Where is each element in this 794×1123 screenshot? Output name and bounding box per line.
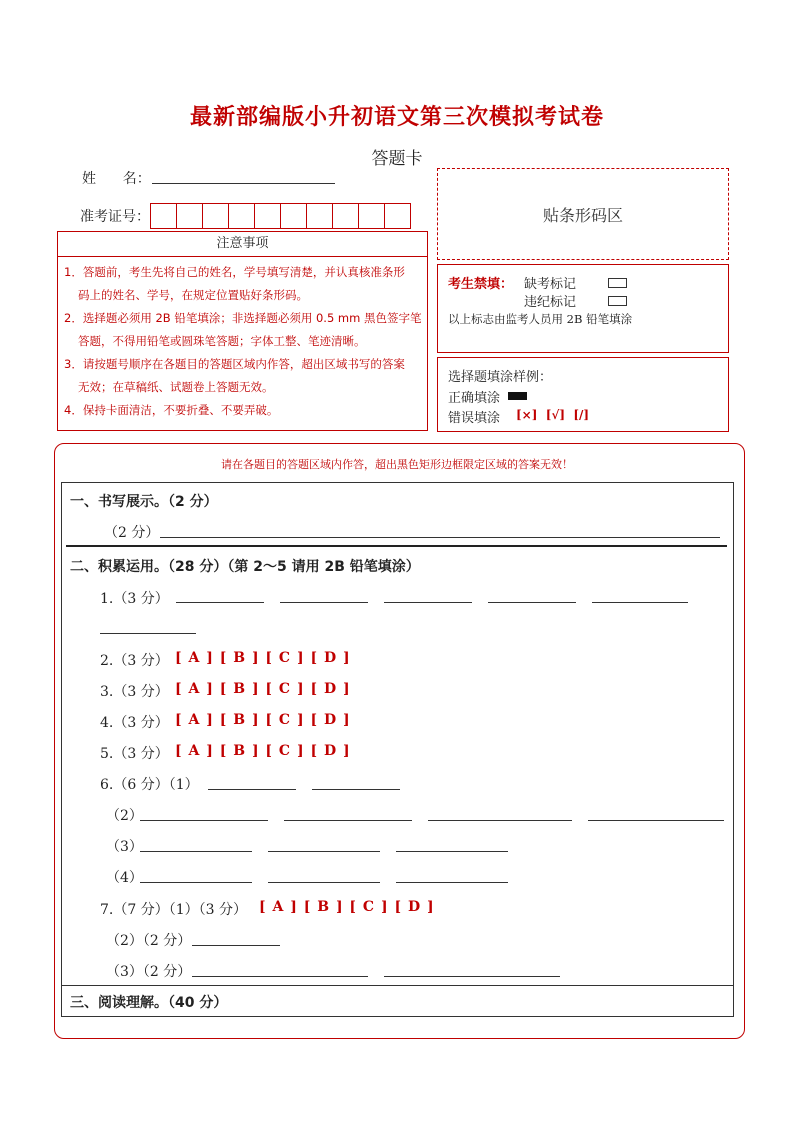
section-1-title: 一、书写展示。（2 分） [70, 494, 218, 510]
name-field[interactable] [152, 183, 335, 184]
ban-note: 以上标志由监考人员用 2B 铅笔填涂 [448, 312, 633, 326]
absent-label: 缺考标记 [524, 277, 577, 292]
notice-title: 注意事项 [58, 232, 427, 257]
q6-3-label: （3） [106, 839, 143, 855]
exam-title: 最新部编版小升初语文第三次模拟考试卷 [189, 105, 604, 130]
id-boxes[interactable] [150, 203, 410, 229]
answer-line[interactable] [140, 851, 252, 852]
answer-line[interactable] [176, 602, 264, 603]
q7-3-label: （3）（2 分） [106, 964, 192, 980]
q2-options[interactable]: [ A ] [ B ] [ C ] [ D ] [175, 650, 351, 666]
id-digit-box[interactable] [228, 203, 255, 229]
answer-line[interactable] [208, 789, 296, 790]
wrong-fill-label: 错误填涂 [448, 411, 501, 426]
name-label: 姓 名： [82, 171, 151, 187]
id-digit-box[interactable] [150, 203, 177, 229]
wrong-fill-marks: [×] [√] [/] [516, 408, 590, 422]
answer-line[interactable] [284, 820, 412, 821]
section-divider [61, 985, 733, 986]
sample-title: 选择题填涂样例： [448, 370, 553, 385]
id-digit-box[interactable] [176, 203, 203, 229]
notice-item: 答题，不得用铅笔或圆珠笔答题；字体工整、笔迹清晰。 [78, 334, 366, 348]
answer-line[interactable] [192, 945, 280, 946]
notice-item: 4．保持卡面清洁，不要折叠、不要弄破。 [64, 403, 279, 417]
correct-fill-label: 正确填涂 [448, 391, 501, 406]
q5-label: 5.（3 分） [100, 746, 169, 762]
barcode-label: 贴条形码区 [542, 205, 623, 225]
q6-label: 6.（6 分）（1） [100, 777, 199, 793]
answer-line[interactable] [384, 976, 560, 977]
section-divider [66, 545, 727, 547]
q7-options[interactable]: [ A ] [ B ] [ C ] [ D ] [259, 899, 435, 915]
id-digit-box[interactable] [254, 203, 281, 229]
q6-4-label: （4） [106, 870, 143, 886]
answer-line[interactable] [488, 602, 576, 603]
notice-item: 码上的姓名、学号，在规定位置贴好条形码。 [78, 288, 308, 302]
violation-label: 违纪标记 [524, 295, 577, 310]
q4-label: 4.（3 分） [100, 715, 169, 731]
id-label: 准考证号： [80, 209, 150, 225]
notice-box [57, 231, 428, 431]
examinee-ban-box [437, 264, 729, 353]
section-3-title: 三、阅读理解。（40 分） [70, 995, 228, 1011]
absent-checkbox[interactable] [608, 278, 627, 288]
answer-line[interactable] [140, 882, 252, 883]
id-digit-box[interactable] [202, 203, 229, 229]
q7-2-label: （2）（2 分） [106, 933, 192, 949]
violation-checkbox[interactable] [608, 296, 627, 306]
notice-item: 无效；在草稿纸、试题卷上答题无效。 [78, 380, 274, 394]
q7-label: 7.（7 分）（1）（3 分） [100, 902, 247, 918]
q3-label: 3.（3 分） [100, 684, 169, 700]
q1-label: 1.（3 分） [100, 591, 169, 607]
answer-line[interactable] [268, 882, 380, 883]
id-digit-box[interactable] [358, 203, 385, 229]
notice-item: 2．选择题必须用 2B 铅笔填涂；非选择题必须用 0.5 mm 黑色签字笔 [64, 311, 422, 325]
answer-area-warning: 请在各题目的答题区域内作答，超出黑色矩形边框限定区域的答案无效！ [221, 458, 573, 471]
id-digit-box[interactable] [306, 203, 333, 229]
q6-2-label: （2） [106, 808, 143, 824]
id-digit-box[interactable] [332, 203, 359, 229]
answer-line[interactable] [588, 820, 724, 821]
answer-line[interactable] [428, 820, 572, 821]
answer-line[interactable] [384, 602, 472, 603]
q5-options[interactable]: [ A ] [ B ] [ C ] [ D ] [175, 743, 351, 759]
answer-line[interactable] [140, 820, 268, 821]
q3-options[interactable]: [ A ] [ B ] [ C ] [ D ] [175, 681, 351, 697]
notice-item: 3．请按题号顺序在各题目的答题区域内作答，超出区域书写的答案 [64, 357, 405, 371]
barcode-area [437, 168, 729, 260]
answer-line[interactable] [312, 789, 400, 790]
correct-fill-mark [508, 392, 527, 400]
id-digit-box[interactable] [384, 203, 411, 229]
ban-label: 考生禁填： [448, 277, 514, 292]
answer-sheet-subtitle: 答题卡 [371, 149, 423, 169]
answer-line[interactable] [100, 633, 196, 634]
q-writing: （2 分） [104, 525, 160, 541]
answer-line[interactable] [592, 602, 688, 603]
id-digit-box[interactable] [280, 203, 307, 229]
section-2-title: 二、积累运用。（28 分）（第 2～5 请用 2B 铅笔填涂） [70, 559, 420, 575]
q4-options[interactable]: [ A ] [ B ] [ C ] [ D ] [175, 712, 351, 728]
answer-line[interactable] [396, 851, 508, 852]
q2-label: 2.（3 分） [100, 653, 169, 669]
answer-line[interactable] [396, 882, 508, 883]
fill-sample-box [437, 357, 729, 432]
answer-line[interactable] [160, 537, 720, 538]
notice-item: 1．答题前，考生先将自己的姓名，学号填写清楚，并认真核准条形 [64, 265, 405, 279]
answer-line[interactable] [192, 976, 368, 977]
answer-line[interactable] [268, 851, 380, 852]
answer-line[interactable] [280, 602, 368, 603]
